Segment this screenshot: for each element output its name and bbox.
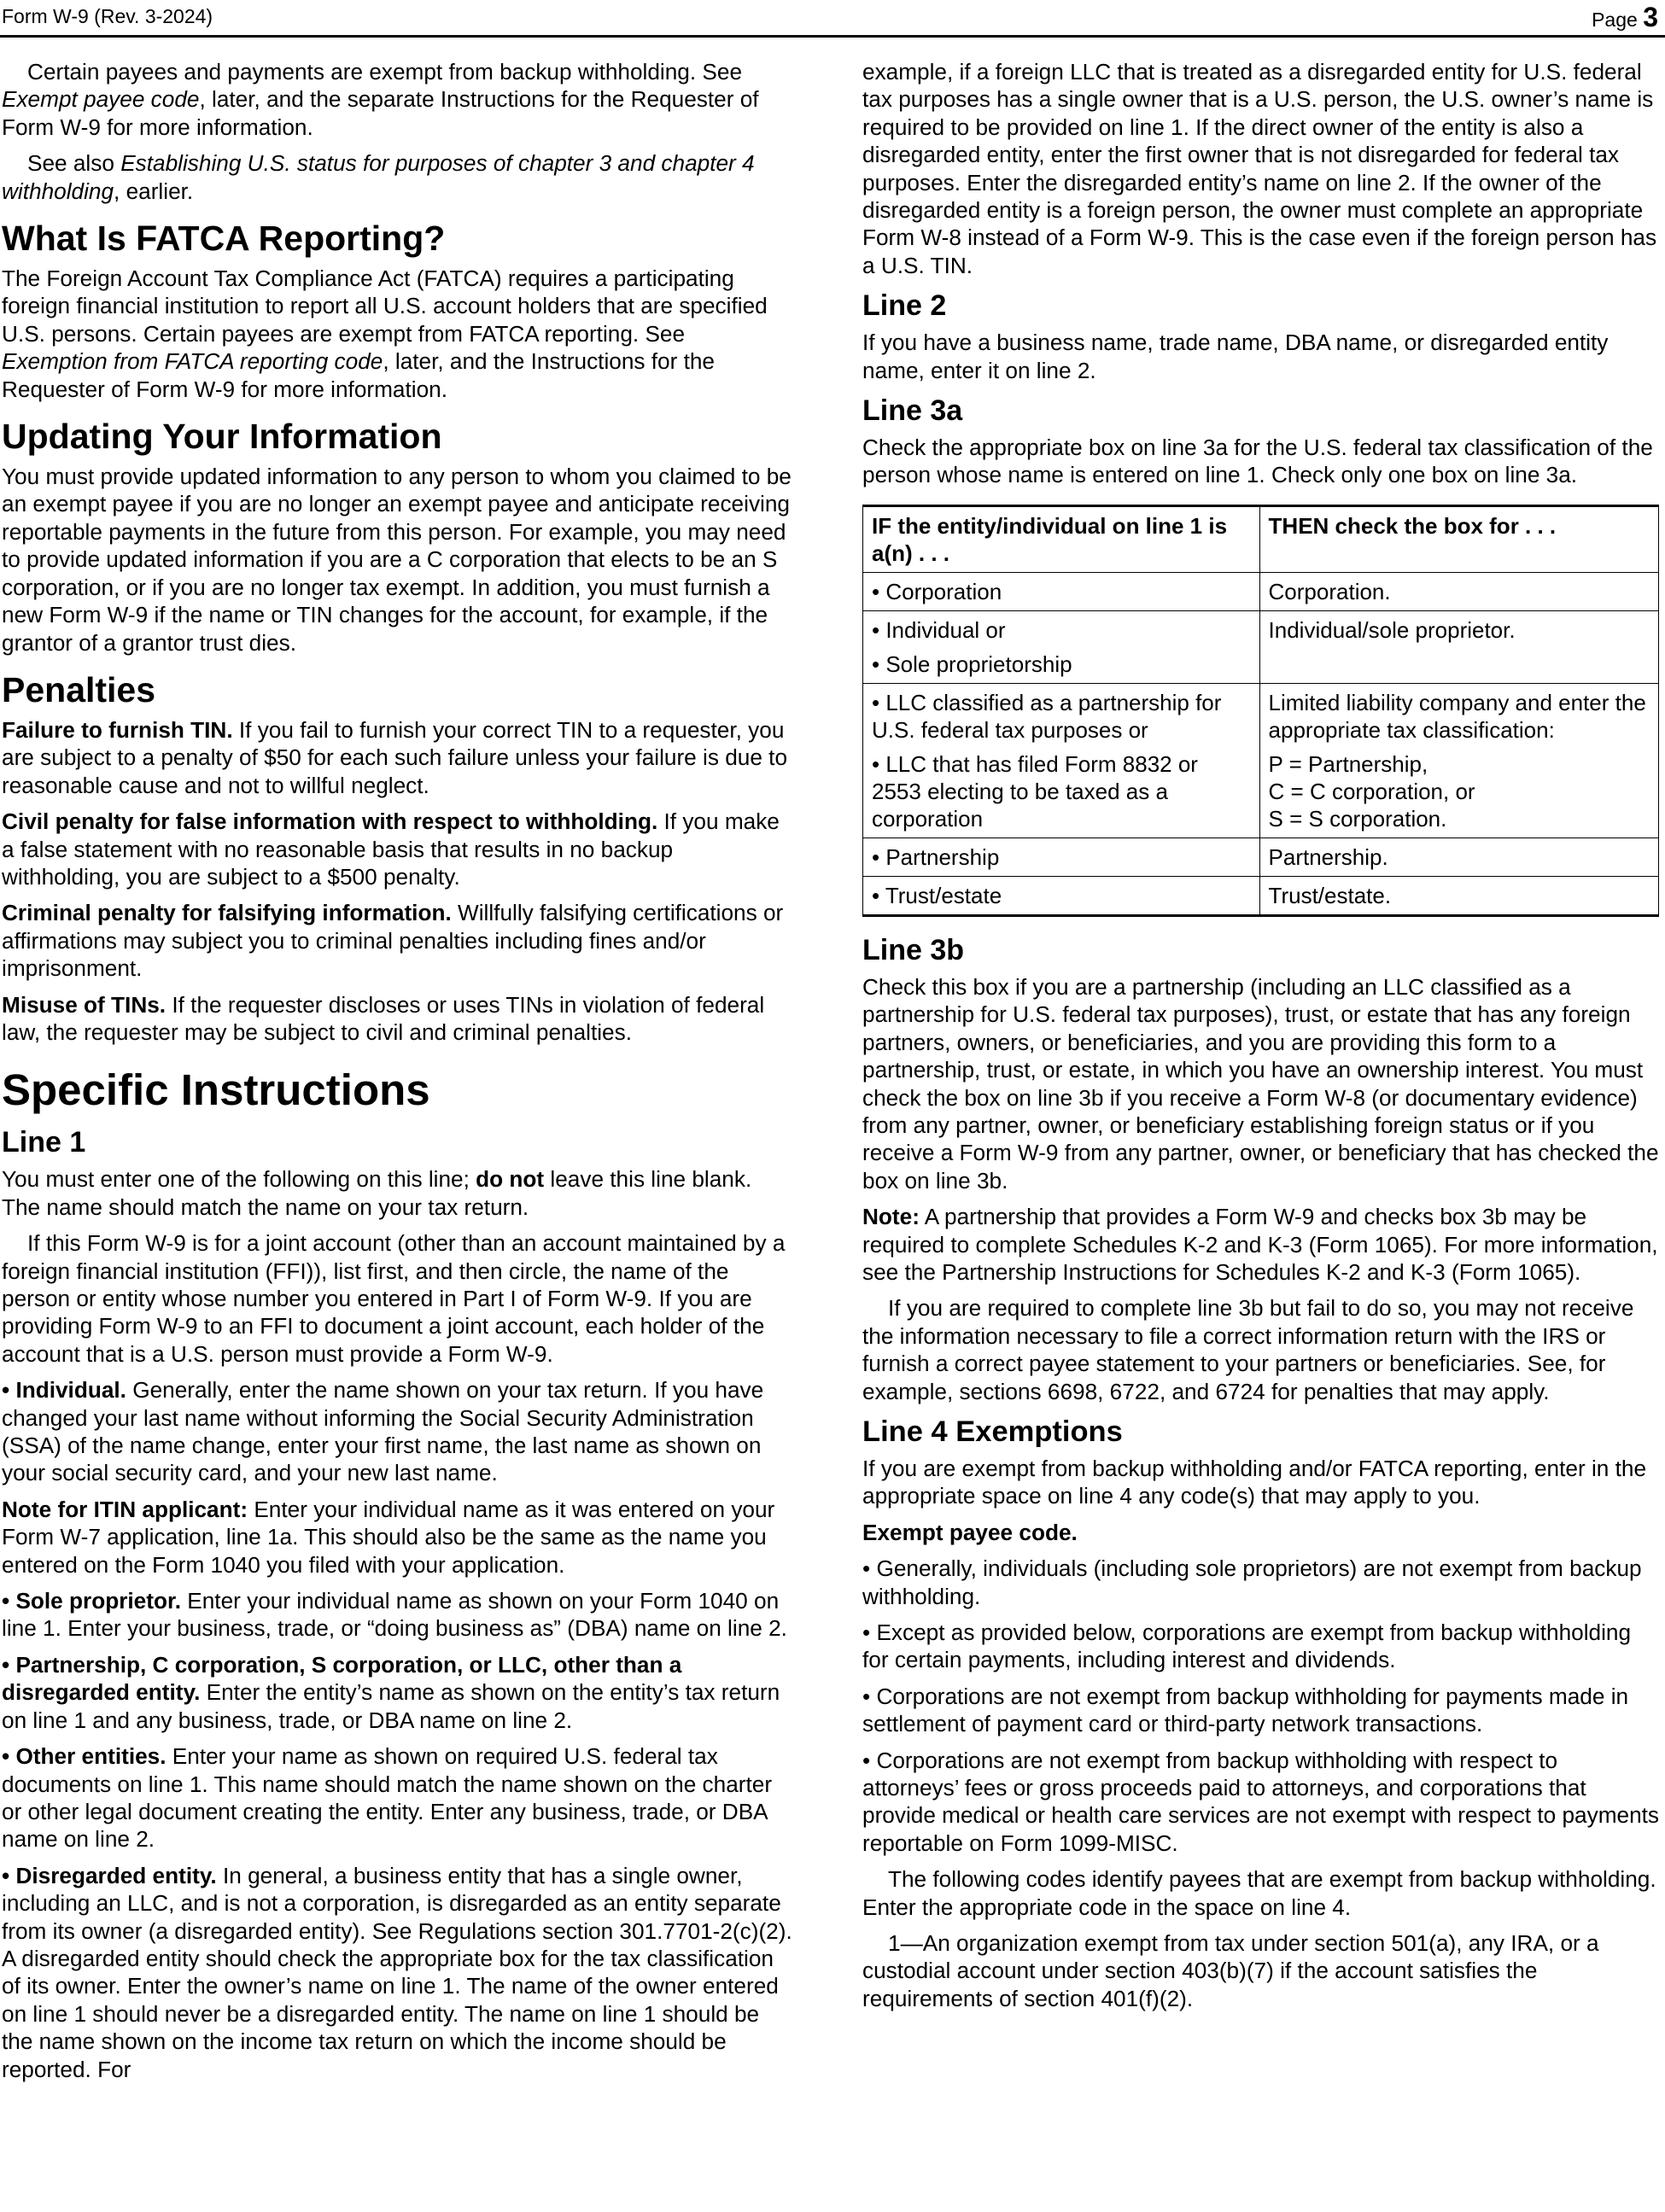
individual-item: • Individual. Generally, enter the name shown on your tax return. If you have changed your last name without informing the Social Security Administration (SSA) of the name change, enter your first name, the last name as shown on your social security card, and your new last name. bbox=[2, 1377, 764, 1486]
code-1-item: 1—An organization exempt from tax under section 501(a), any IRA, or a custodial account under section 403(b)(7) if the account satisfies the requirements of section 401(f)(2). bbox=[862, 1930, 1599, 2011]
table-cell: • Corporation bbox=[863, 572, 1260, 610]
heading-specific-instructions: Specific Instructions bbox=[2, 1065, 430, 1115]
fatca-paragraph: The Foreign Account Tax Compliance Act (FATCA) requires a participating foreign financial institution to report all U.S. account holders that are specified U.S. persons. Certain payees are exempt from FATCA reporting. See Exemption from FATCA reporting code, later, and the Instructions for the Requester of Form W-9 for more information. bbox=[2, 266, 768, 402]
line2-paragraph: If you have a business name, trade name, DBA name, or disregarded entity name, enter it on line 2. bbox=[862, 330, 1609, 383]
codes-paragraph: The following codes identify payees that are exempt from backup withholding. Enter the appropriate code in the space on line 4. bbox=[862, 1866, 1656, 1920]
exempt-paragraph: Certain payees and payments are exempt from backup withholding. See Exempt payee code, later, and the separate Instructions for the Requester of Form W-9 for more information. bbox=[2, 59, 759, 140]
table-cell: • Partnership bbox=[863, 838, 1260, 876]
sole-proprietor-item: • Sole proprietor. Enter your individual name as shown on your Form 1040 on line 1. Enter your business, trade, or “doing business as” (DBA) name on line 2. bbox=[2, 1588, 787, 1642]
joint-account-paragraph: If this Form W-9 is for a joint account (other than an account maintained by a foreign financial institution (FFI)), list first, and then circle, the name of the person or entity whose number you entered in Part I of Form W-9. If you are providing Form W-9 to an FFI to document a joint account, each holder of the account that is a U.S. person must provide a Form W-9. bbox=[2, 1230, 786, 1367]
penalty-civil: Civil penalty for false information with respect to withholding. If you make a false statement with no reasonable basis that results in no backup withholding, you are subject to a $500 penalty. bbox=[2, 808, 780, 890]
fail-paragraph: If you are required to complete line 3b but fail to do so, you may not receive the information necessary to file a correct information return with the IRS or furnish a correct payee statement to your partners or beneficiaries. See, for example, sections 6698, 6722, and 6724 for penalties that may apply. bbox=[862, 1295, 1634, 1404]
table-cell: Limited liability company and enter the appropriate tax classification: P = Partnership, C = C corporation, or S = S corporation. bbox=[1259, 683, 1658, 838]
itin-note: Note for ITIN applicant: Enter your individual name as it was entered on your Form W-7 application, line 1a. This should also be the same as the name you entered on the Form 1040 you filed with your application. bbox=[2, 1496, 775, 1578]
line4-paragraph: If you are exempt from backup withholding and/or FATCA reporting, enter in the appropriate space on line 4 any code(s) that may apply to you. bbox=[862, 1455, 1647, 1509]
table-row bbox=[863, 572, 1659, 610]
line1-paragraph: You must enter one of the following on this line; do not leave this line blank. The name should match the name on your tax return. bbox=[2, 1166, 752, 1220]
updating-paragraph: You must provide updated information to any person to whom you claimed to be an exempt payee if you are no longer an exempt payee and anticipate receiving reportable payments in the future from this person. For example, you may need to provide updated information if you are a C corporation that elects to be an S corporation, or if you are no longer tax exempt. In addition, you must furnish a new Form W-9 if the name or TIN changes for the account, for example, if the grantor of a grantor trust dies. bbox=[2, 464, 792, 656]
link-exempt-payee-code: Exempt payee code bbox=[2, 86, 200, 113]
form-identifier: Form W-9 (Rev. 3-2024) bbox=[2, 5, 213, 27]
partnership-item: • Partnership, C corporation, S corporation, or LLC, other than a disregarded entity. Enter the entity’s name as shown on the entity’s tax return on line 1 and any business, trade, or DBA name on line 2. bbox=[2, 1651, 780, 1733]
disregarded-entity-item: • Disregarded entity. In general, a business entity that has a single owner, including an LLC, and is not a corporation, is disregarded as an entity separate from its owner (a disregarded entity). See Regulations section 301.7701-2(c)(2). A disregarded entity should check the appropriate box for the tax classification of its owner. Enter the owner’s name on line 1. The name of the owner entered on line 1 should never be a disregarded entity. The name on line 1 should be the name shown on the income tax return on which the income should be reported. For bbox=[2, 1862, 792, 2082]
table-row bbox=[863, 838, 1659, 876]
continued-paragraph: example, if a foreign LLC that is treated as a disregarded entity for U.S. federal tax purposes has a single owner that is a U.S. person, the U.S. owner’s name is required to be provided on line 1. If the direct owner of the entity is also a disregarded entity, enter the first owner that is not disregarded for federal tax purposes. Enter the disregarded entity’s name on line 2. If the owner of the disregarded entity is a foreign person, the owner must complete an appropriate Form W-8 instead of a Form W-9. This is the case even if the foreign person has a U.S. TIN. bbox=[862, 59, 1657, 278]
link-establishing-status: Establishing U.S. status for purposes of chapter 3 and chapter 4 withholding bbox=[2, 150, 755, 204]
table-cell: • Individual or • Sole proprietorship bbox=[863, 610, 1260, 683]
penalty-failure-tin: Failure to furnish TIN. If you fail to furnish your correct TIN to a requester, you are subject to a penalty of $50 for each such failure unless your failure is due to reasonable cause and not to willful neglect. bbox=[2, 716, 788, 798]
table-cell: • LLC classified as a partnership for U.S. federal tax purposes or • LLC that has filed Form 8832 or 2553 electing to be taxed as a corporation bbox=[863, 683, 1260, 838]
heading-line-4: Line 4 Exemptions bbox=[862, 1415, 1123, 1448]
table-row bbox=[863, 876, 1659, 915]
heading-updating: Updating Your Information bbox=[2, 417, 442, 457]
classification-table bbox=[862, 505, 1659, 917]
heading-line-3a: Line 3a bbox=[862, 394, 963, 428]
exempt-bullet: • Generally, individuals (including sole proprietors) are not exempt from backup withholding. bbox=[862, 1555, 1642, 1609]
page-header bbox=[0, 0, 1665, 38]
table-cell: Partnership. bbox=[1259, 838, 1658, 876]
other-entities-item: • Other entities. Enter your name as shown on required U.S. federal tax documents on line 1. This name should match the name shown on the charter or other legal document creating the entity. Enter any business, trade, or DBA name on line 2. bbox=[2, 1743, 773, 1853]
penalty-misuse: Misuse of TINs. If the requester discloses or uses TINs in violation of federal law, the requester may be subject to civil and criminal penalties. bbox=[2, 991, 765, 1045]
table-header-if: IF the entity/individual on line 1 is a(n) . . . bbox=[863, 505, 1260, 572]
table-cell: • Trust/estate bbox=[863, 876, 1260, 915]
table-cell: Corporation. bbox=[1259, 572, 1658, 610]
line3a-paragraph: Check the appropriate box on line 3a for the U.S. federal tax classification of the person whose name is entered on line 1. Check only one box on line 3a. bbox=[862, 435, 1653, 488]
penalty-criminal: Criminal penalty for falsifying information. Willfully falsifying certifications or affirmations may subject you to criminal penalties including fines and/or imprisonment. bbox=[2, 900, 784, 982]
heading-line-2: Line 2 bbox=[862, 289, 947, 323]
table-header-row bbox=[863, 505, 1659, 572]
page-number-label bbox=[1592, 2, 1658, 33]
heading-line-1: Line 1 bbox=[2, 1126, 86, 1159]
table-row bbox=[863, 610, 1659, 683]
page-label: Page bbox=[1592, 9, 1638, 31]
heading-fatca: What Is FATCA Reporting? bbox=[2, 219, 446, 259]
heading-penalties: Penalties bbox=[2, 669, 156, 709]
exempt-bullet: • Corporations are not exempt from backup withholding with respect to attorneys’ fees or gross proceeds paid to attorneys, and corporations that provide medical or health care services are not exempt with respect to payments reportable on Form 1099-MISC. bbox=[862, 1747, 1660, 1856]
heading-line-3b: Line 3b bbox=[862, 933, 965, 966]
see-also-paragraph: See also Establishing U.S. status for purposes of chapter 3 and chapter 4 withholding, earlier. bbox=[2, 150, 755, 204]
table-header-then: THEN check the box for . . . bbox=[1259, 505, 1658, 572]
page-number: 3 bbox=[1643, 2, 1658, 32]
exempt-bullet: • Except as provided below, corporations are exempt from backup withholding for certain payments, including interest and dividends. bbox=[862, 1620, 1632, 1673]
partnership-note: Note: A partnership that provides a Form W-9 and checks box 3b may be required to complete Schedules K-2 and K-3 (Form 1065). For more information, see the Partnership Instructions for Schedules K-2 and K-3 (Form 1065). bbox=[862, 1204, 1658, 1285]
table-cell: Trust/estate. bbox=[1259, 876, 1658, 915]
right-column bbox=[862, 58, 1659, 2021]
table-cell: Individual/sole proprietor. bbox=[1259, 610, 1658, 683]
exempt-bullet: • Corporations are not exempt from backup withholding for payments made in settlement of payment card or third-party network transactions. bbox=[862, 1683, 1629, 1737]
left-column bbox=[2, 58, 796, 2092]
exempt-payee-code-label: Exempt payee code. bbox=[862, 1519, 1078, 1545]
line3b-paragraph: Check this box if you are a partnership (including an LLC classified as a partnership for U.S. federal tax purposes), trust, or estate that has any foreign partners, owners, or beneficiaries, and you are providing this form to a partnership, trust, or estate, in which you have an ownership interest. You must check the box on line 3b if you receive a Form W-8 (or documentary evidence) from any partner, owner, or beneficiary establishing foreign status or if you receive a Form W-9 from any partner, owner, or beneficiary that has checked the box on line 3b. bbox=[862, 973, 1659, 1194]
link-fatca-exemption: Exemption from FATCA reporting code bbox=[2, 348, 383, 375]
table-row bbox=[863, 683, 1659, 838]
